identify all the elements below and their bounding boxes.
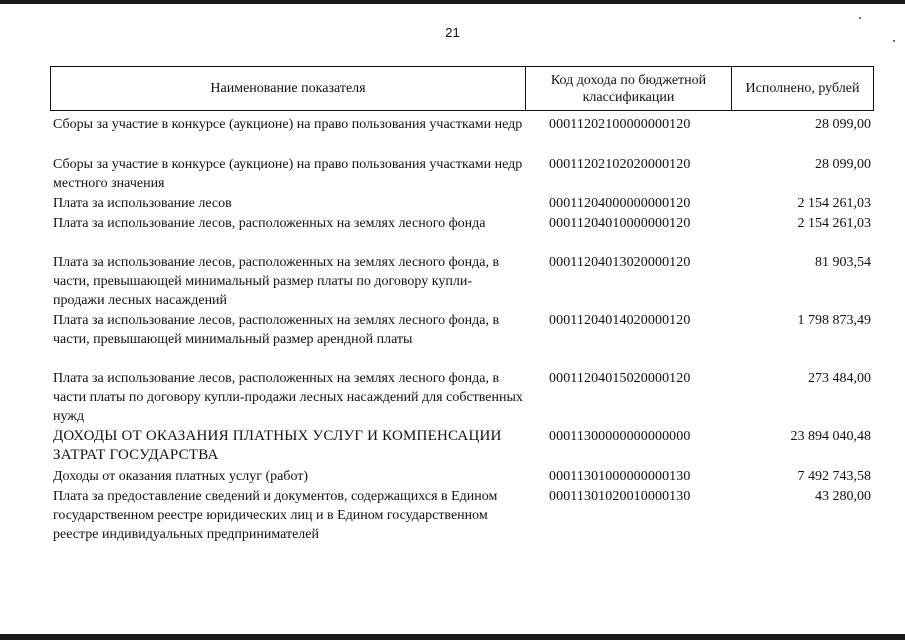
table-body [53, 115, 871, 545]
row-name: Плата за использование лесов [53, 196, 232, 211]
table-header [50, 66, 874, 111]
row-code: 00011300000000000000 [549, 429, 691, 444]
row-code: 00011204015020000120 [549, 371, 691, 386]
header-code: Код дохода по бюджетной классификации [526, 67, 732, 110]
row-code: 00011202100000000120 [549, 117, 691, 132]
row-name: Плата за использование лесов, расположенных на землях лесного фонда, в части, превышающей минимальный размер арендной платы [53, 313, 500, 347]
scan-speck [893, 40, 895, 42]
row-amount: 43 280,00 [815, 489, 871, 504]
row-name: Сборы за участие в конкурсе (аукционе) на право пользования участками недр местного значения [53, 157, 523, 191]
row-amount: 23 894 040,48 [790, 429, 871, 444]
row-name: Плата за использование лесов, расположенных на землях лесного фонда [53, 216, 486, 231]
table-row [53, 487, 871, 545]
row-name: Плата за использование лесов, расположенных на землях лесного фонда, в части платы по договору купли-продажи лесных насаждений для собственных нужд [53, 371, 523, 424]
scan-bottom-edge [0, 634, 905, 640]
row-name: Доходы от оказания платных услуг (работ) [53, 469, 309, 484]
table-row [53, 253, 871, 311]
row-code: 00011301000000000130 [549, 469, 691, 484]
row-code: 00011204000000000120 [549, 196, 691, 211]
table-row [53, 194, 871, 214]
table-row [53, 115, 871, 155]
table-row [53, 214, 871, 253]
row-amount: 273 484,00 [808, 371, 871, 386]
row-code: 00011204013020000120 [549, 255, 691, 270]
row-code: 00011202102020000120 [549, 157, 691, 172]
table-row [53, 155, 871, 194]
header-name: Наименование показателя [51, 67, 526, 110]
row-amount: 2 154 261,03 [797, 196, 871, 211]
table-row [53, 467, 871, 487]
page-number: 21 [445, 25, 460, 40]
row-name: Плата за предоставление сведений и документов, содержащихся в Едином государственном реестре юридических лиц и в Едином государственном реестре индивидуальных предпринимателей [53, 489, 498, 542]
row-name: ДОХОДЫ ОТ ОКАЗАНИЯ ПЛАТНЫХ УСЛУГ И КОМПЕНСАЦИИ ЗАТРАТ ГОСУДАРСТВА [53, 428, 502, 463]
table-row [53, 311, 871, 369]
row-code: 00011301020010000130 [549, 489, 691, 504]
scan-speck [859, 17, 861, 19]
table-row [53, 427, 871, 467]
row-name: Плата за использование лесов, расположенных на землях лесного фонда, в части, превышающей минимальный размер платы по договору купли-продажи лесных насаждений [53, 255, 500, 308]
row-amount: 28 099,00 [815, 157, 871, 172]
row-name: Сборы за участие в конкурсе (аукционе) на право пользования участками недр [53, 117, 523, 132]
row-amount: 81 903,54 [815, 255, 871, 270]
row-amount: 1 798 873,49 [797, 313, 871, 328]
row-code: 00011204014020000120 [549, 313, 691, 328]
scan-top-edge [0, 0, 905, 4]
header-amount: Исполнено, рублей [745, 81, 860, 96]
row-amount: 2 154 261,03 [797, 216, 871, 231]
row-amount: 28 099,00 [815, 117, 871, 132]
row-amount: 7 492 743,58 [797, 469, 871, 484]
row-code: 00011204010000000120 [549, 216, 691, 231]
table-row [53, 369, 871, 427]
